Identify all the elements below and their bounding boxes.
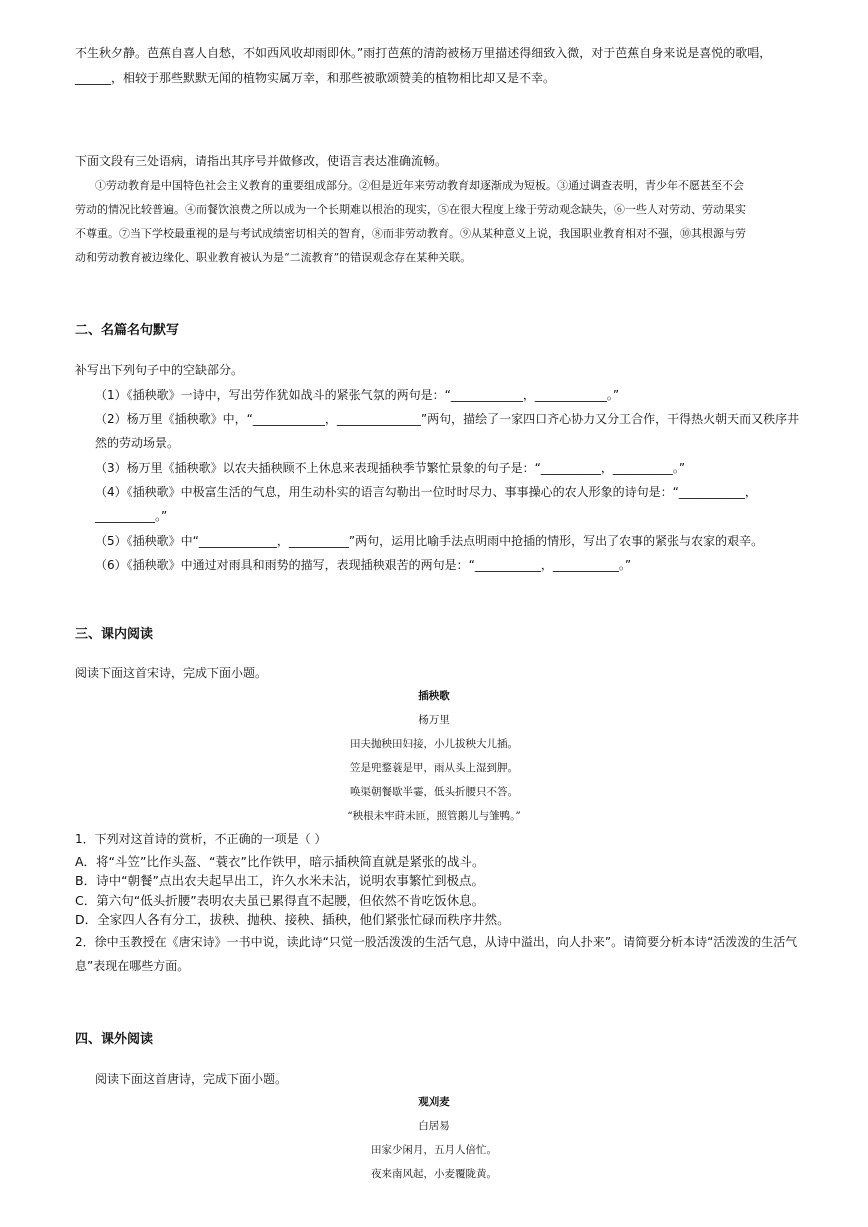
fill-item: （4）《插秧歌》中极富生活的气息，用生动朴实的语言勾勒出一位时时尽力、事事操心的农人形象的诗句是：“___________， — [95, 485, 757, 499]
fill-item: （5）《插秧歌》中“_____________，__________”两句，运用比喻手法点明雨中抢插的情形，写出了农事的紧张与农家的艰辛。 — [95, 534, 764, 548]
fill-item: （2）杨万里《插秧歌》中，“____________，______________”两句，描绘了一家四口齐心协力又分工合作，干得热火朝天而又秩序井 — [95, 412, 800, 426]
question-1: 1．下列对这首诗的赏析，不正确的一项是（ ） — [75, 832, 327, 846]
fill-item: （6）《插秧歌》中通过对雨具和雨势的描写，表现插秧艰苦的两句是：“___________，___________。” — [95, 558, 632, 572]
question-2: 息”表现在哪些方面。 — [75, 959, 190, 973]
option-c: C．第六句“低头折腰”表明农夫虽已累得直不起腰，但依然不肯吃饭休息。 — [75, 893, 485, 908]
fill-item: 然的劳动场景。 — [95, 436, 180, 450]
paragraph-line: ______，相较于那些默默无闻的植物实属万幸，和那些被歌颂赞美的植物相比却又是不幸。 — [75, 71, 556, 85]
section-heading: 四、课外阅读 — [75, 1032, 154, 1047]
passage-line: 动和劳动教育被边缘化、职业教育被认为是“二流教育”的错误观念存在某种关联。 — [75, 251, 472, 264]
poem-line: “秧根未牢莳未匝，照管鹅儿与雏鸭。” — [347, 810, 521, 822]
poem-line: 笠是兜鍪蓑是甲，雨从头上湿到胛。 — [350, 762, 518, 774]
poem-title: 观刈麦 — [418, 1096, 450, 1108]
passage-line: 劳动的情况比较普遍。④而餐饮浪费之所以成为一个长期难以根治的现实，⑤在很大程度上缘于劳动观念缺失，⑥一些人对劳动、劳动果实 — [75, 203, 746, 216]
poem-line: 田夫抛秧田妇接，小儿拔秧大儿插。 — [350, 738, 518, 750]
option-b: B．诗中“朝餐”点出农夫起早出工，许久水米未沾，说明农事繁忙到极点。 — [75, 873, 485, 888]
fill-item: __________。” — [95, 509, 168, 523]
option-a: A．将“斗笠”比作头盔、“蓑衣”比作铁甲，暗示插秧简直就是紧张的战斗。 — [75, 854, 485, 869]
poem-line: 夜来南风起，小麦覆陇黄。 — [371, 1168, 497, 1180]
poem-author: 杨万里 — [418, 714, 450, 726]
option-d: D．全家四人各有分工，拔秧、抛秧、接秧、插秧，他们紧张忙碌而秩序井然。 — [75, 912, 510, 927]
poem-line: 唤渠朝餐歇半霎，低头折腰只不答。 — [350, 786, 518, 798]
section-heading: 二、名篇名句默写 — [75, 323, 180, 338]
section-heading: 三、课内阅读 — [75, 627, 154, 642]
fill-item: （1）《插秧歌》一诗中，写出劳作犹如战斗的紧张气氛的两句是：“____________，____________。” — [95, 388, 620, 402]
section-prompt: 补写出下列句子中的空缺部分。 — [75, 363, 244, 377]
section-prompt: 阅读下面这首宋诗，完成下面小题。 — [75, 666, 268, 680]
section-prompt: 阅读下面这首唐诗，完成下面小题。 — [95, 1072, 288, 1086]
poem-title: 插秧歌 — [418, 690, 450, 702]
passage-line: ①劳动教育是中国特色社会主义教育的重要组成部分。②但是近年来劳动教育却逐渐成为短板。③通过调查表明，青少年不愿甚至不会 — [95, 179, 744, 192]
poem-author: 白居易 — [418, 1120, 450, 1132]
question-2: 2．徐中玉教授在《唐宋诗》一书中说，读此诗“只觉一股活泼泼的生活气息，从诗中溢出，向人扑来”。请简要分析本诗“活泼泼的生活气 — [75, 935, 798, 949]
poem-line: 田家少闲月，五月人倍忙。 — [371, 1144, 497, 1156]
paragraph-line: 不生秋夕静。芭蕉自喜人自愁，不如西风收却雨即休。”雨打芭蕉的清韵被杨万里描述得细致入微，对于芭蕉自身来说是喜悦的歌唱， — [75, 46, 772, 60]
fill-item: （3）杨万里《插秧歌》以农夫插秧顾不上休息来表现插秧季节繁忙景象的句子是：“__________，__________。” — [95, 461, 686, 475]
question-prompt: 下面文段有三处语病，请指出其序号并做修改，使语言表达准确流畅。 — [75, 154, 448, 168]
passage-line: 不尊重。⑦当下学校最重视的是与考试成绩密切相关的智育，⑧而非劳动教育。⑨从某种意义上说，我国职业教育相对不强，⑩其根源与劳 — [75, 227, 746, 240]
